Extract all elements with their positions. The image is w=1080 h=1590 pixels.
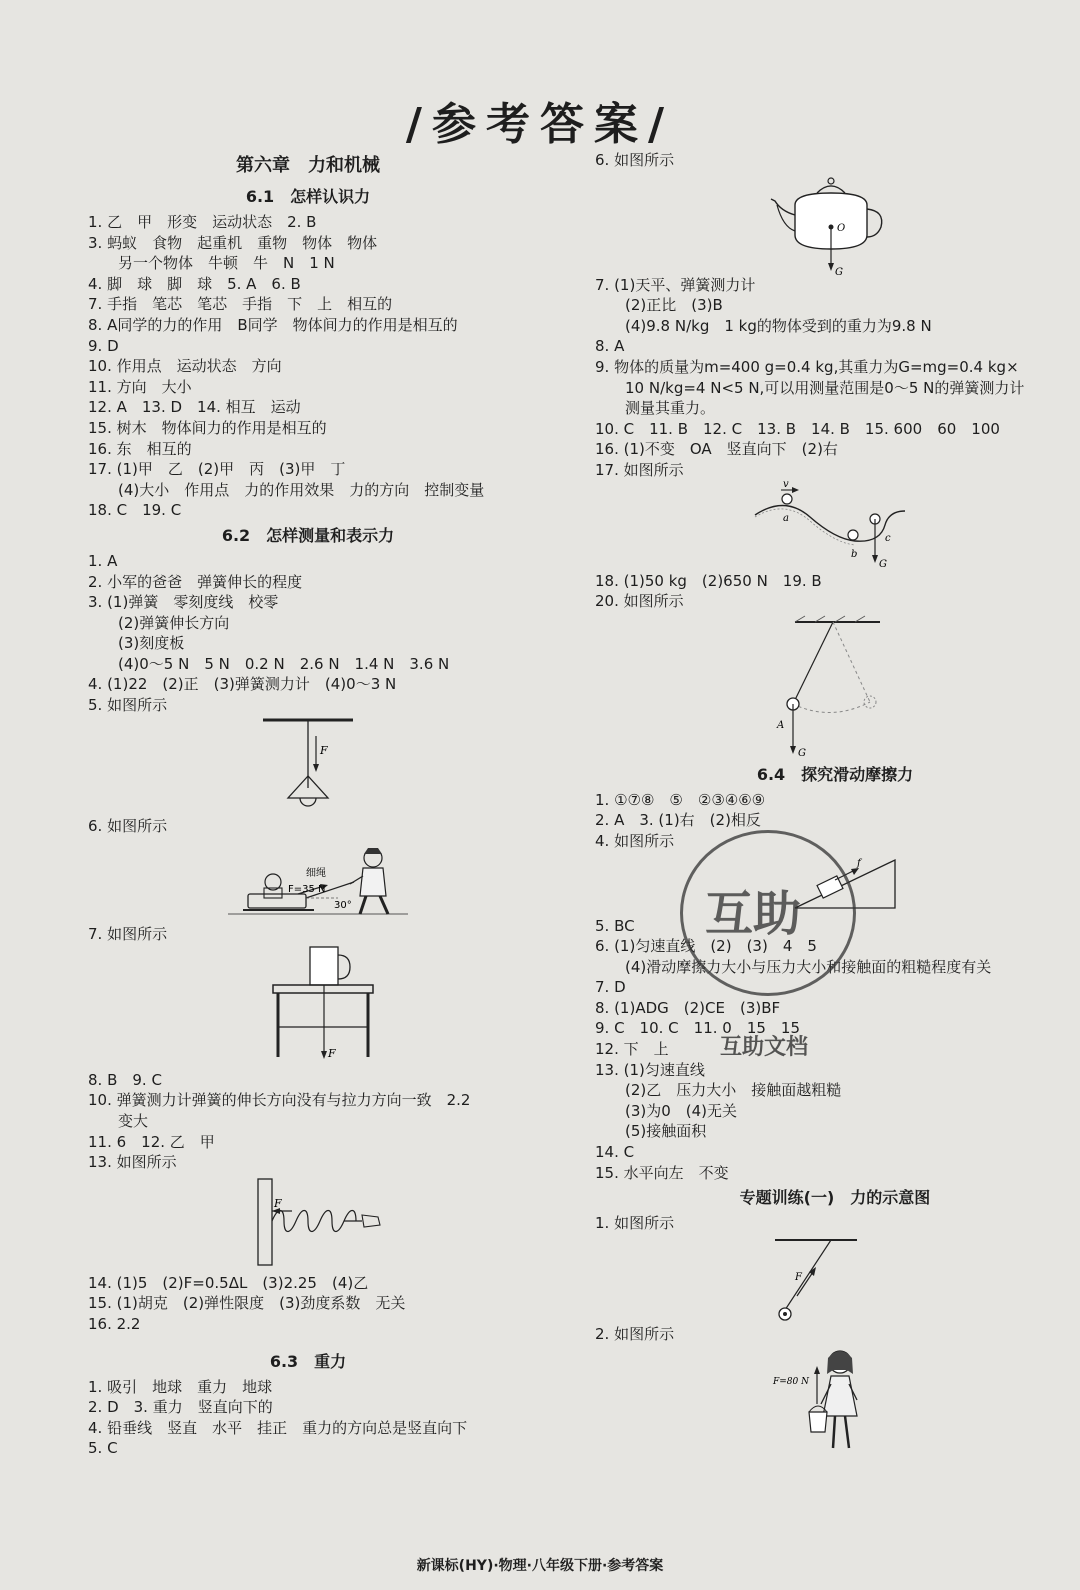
force-label: F bbox=[328, 1046, 336, 1060]
girl-bucket-diagram bbox=[595, 1344, 1075, 1456]
answer-line: 15. (1)胡克 (2)弹性限度 (3)劲度系数 无关 bbox=[88, 1294, 406, 1313]
answer-line: 18. (1)50 kg (2)650 N 19. B bbox=[595, 571, 822, 590]
figure-hanging-lamp bbox=[88, 716, 528, 816]
answer-line: 7. 手指 笔芯 笔芯 手指 下 上 相互的 bbox=[88, 295, 393, 314]
friction-label: f bbox=[857, 857, 861, 869]
answer-line: 1. 乙 甲 形变 运动状态 2. B bbox=[88, 213, 317, 231]
answer-line: 10. C 11. B 12. C 13. B 14. B 15. 600 60 100 bbox=[595, 419, 1000, 438]
answer-line: 9. C 10. C 11. 0 15 15 bbox=[595, 1019, 800, 1038]
force-label: F bbox=[795, 1271, 802, 1283]
answer-line: 7. D bbox=[595, 978, 626, 997]
answer-line: 11. 6 12. 乙 甲 bbox=[88, 1132, 215, 1151]
answer-line: 4. 如图所示 bbox=[595, 831, 675, 850]
figure-teapot bbox=[595, 171, 1075, 275]
answer-line: (4)滑动摩擦力大小与压力大小和接触面的粗糙程度有关 bbox=[625, 957, 992, 976]
page-footer: 新课标(HY)·物理·八年级下册·参考答案 bbox=[416, 1558, 664, 1574]
answer-line: (4)大小 作用点 力的作用效果 力的方向 控制变量 bbox=[118, 480, 485, 499]
answer-line: 6. (1)匀速直线 (2) (3) 4 5 bbox=[595, 937, 817, 956]
answer-line: 4. (1)22 (2)正 (3)弹簧测力计 (4)0～3 N bbox=[88, 675, 397, 694]
answer-line: 1. A bbox=[88, 551, 118, 570]
point-b-label: b bbox=[851, 548, 858, 560]
answer-line: 17. (1)甲 乙 (2)甲 丙 (3)甲 丁 bbox=[88, 460, 346, 479]
gravity-label: G bbox=[835, 266, 843, 275]
teapot-diagram bbox=[595, 171, 1075, 275]
answer-line: 6. 如图所示 bbox=[595, 151, 675, 169]
figure-cup-on-table bbox=[88, 945, 528, 1070]
rope-label: 细绳 bbox=[306, 868, 326, 880]
answer-line: 另一个物体 牛顿 牛 N 1 N bbox=[118, 254, 335, 273]
answer-line: 20. 如图所示 bbox=[595, 592, 684, 611]
gravity-label: G bbox=[798, 747, 806, 759]
section-6-2-answers bbox=[88, 551, 528, 1335]
answer-line: 13. 如图所示 bbox=[88, 1153, 177, 1172]
figure-sled-pull bbox=[88, 836, 528, 924]
answer-line: (2)正比 (3)B bbox=[625, 296, 723, 315]
answer-line: 5. 如图所示 bbox=[88, 696, 168, 715]
answer-line: 8. B 9. C bbox=[88, 1070, 162, 1089]
answer-line: 1. 如图所示 bbox=[595, 1214, 675, 1233]
point-a-label: a bbox=[783, 512, 789, 524]
answer-line: 8. (1)ADG (2)CE (3)BF bbox=[595, 998, 781, 1017]
section-6-3-answers bbox=[88, 1377, 528, 1459]
sled-pull-diagram bbox=[88, 836, 528, 924]
answer-line: 16. 2.2 bbox=[88, 1315, 141, 1333]
watermark-stamp bbox=[680, 830, 856, 996]
answer-line: 7. 如图所示 bbox=[88, 925, 168, 944]
answer-line: 变大 bbox=[118, 1112, 149, 1131]
answer-line: 16. 东 相互的 bbox=[88, 439, 192, 458]
answer-line: 1. ①⑦⑧ ⑤ ②③④⑥⑨ bbox=[595, 790, 766, 809]
section-title-6-1: 6.1 怎样认识力 bbox=[245, 187, 371, 206]
force-label: F=80 N bbox=[773, 1377, 809, 1388]
right-column bbox=[595, 150, 1075, 1456]
figure-ball-on-string bbox=[595, 1234, 1075, 1324]
force-label: F bbox=[320, 743, 328, 757]
hanging-lamp-diagram bbox=[88, 716, 528, 816]
velocity-label: v bbox=[783, 480, 789, 490]
answer-line: 10 N/kg=4 N<5 N,可以用测量范围是0～5 N的弹簧测力计 bbox=[625, 378, 1025, 397]
section-title-6-3: 6.3 重力 bbox=[269, 1351, 347, 1371]
answer-line: 3. 蚂蚁 食物 起重机 重物 物体 物体 bbox=[88, 233, 378, 252]
answer-line: (4)9.8 N/kg 1 kg的物体受到的重力为9.8 N bbox=[625, 316, 932, 335]
answer-line: 2. A 3. (1)右 (2)相反 bbox=[595, 811, 761, 830]
answer-line: (3)刻度板 bbox=[118, 634, 185, 653]
answer-line: 5. BC bbox=[595, 916, 635, 935]
section-title-6-2: 6.2 怎样测量和表示力 bbox=[221, 525, 395, 545]
force-label: F bbox=[274, 1196, 282, 1210]
answer-line: 8. A bbox=[595, 337, 625, 356]
answer-line: 12. A 13. D 14. 相互 运动 bbox=[88, 398, 301, 417]
answer-line: 6. 如图所示 bbox=[88, 816, 168, 835]
answer-line: 5. C bbox=[88, 1439, 118, 1458]
answer-line: 17. 如图所示 bbox=[595, 460, 684, 479]
answer-line: 10. 弹簧测力计弹簧的伸长方向没有与拉力方向一致 2.2 bbox=[88, 1091, 471, 1110]
answer-line: 9. 物体的质量为m=400 g=0.4 kg,其重力为G=mg=0.4 kg× bbox=[595, 357, 1019, 376]
answer-line: 4. 脚 球 脚 球 5. A 6. B bbox=[88, 274, 301, 293]
angle-label: 30° bbox=[334, 900, 352, 912]
answer-line: 11. 方向 大小 bbox=[88, 377, 192, 396]
answer-line: (3)为0 (4)无关 bbox=[625, 1101, 738, 1120]
answer-line: 18. C 19. C bbox=[88, 501, 182, 520]
answer-line: 15. 树木 物体间力的作用是相互的 bbox=[88, 418, 327, 437]
answer-line: (2)乙 压力大小 接触面越粗糙 bbox=[625, 1081, 842, 1100]
figure-ball-track bbox=[595, 481, 1075, 571]
ball-track-diagram bbox=[595, 481, 1075, 571]
answer-line: 13. (1)匀速直线 bbox=[595, 1060, 705, 1079]
force-label: F=35 N bbox=[288, 884, 326, 896]
chapter-title: 第六章 力和机械 bbox=[236, 155, 380, 176]
watermark-text: 互助 bbox=[705, 886, 802, 942]
watermark-caption: 互助文档 bbox=[720, 1035, 809, 1060]
answer-line: 3. (1)弹簧 零刻度线 校零 bbox=[88, 593, 279, 612]
answer-line: (2)弹簧伸长方向 bbox=[118, 613, 230, 632]
answer-line: 12. 下 上 bbox=[595, 1040, 669, 1059]
answer-line: 14. C bbox=[595, 1143, 635, 1162]
pendulum-diagram bbox=[595, 612, 1075, 760]
answer-line: 14. (1)5 (2)F=0.5ΔL (3)2.25 (4)乙 bbox=[88, 1273, 369, 1292]
answer-line: 10. 作用点 运动状态 方向 bbox=[88, 357, 282, 376]
section-title-6-4: 6.4 探究滑动摩擦力 bbox=[756, 764, 914, 784]
gravity-label: G bbox=[879, 558, 887, 570]
figure-girl-bucket bbox=[595, 1344, 1075, 1456]
answer-line: 7. (1)天平、弹簧测力计 bbox=[595, 275, 756, 294]
figure-pendulum bbox=[595, 612, 1075, 760]
point-a-label: A bbox=[777, 719, 785, 731]
center-label: O bbox=[837, 222, 846, 234]
answer-line: 9. D bbox=[88, 336, 119, 355]
answer-line: 8. A同学的力的作用 B同学 物体间力的作用是相互的 bbox=[88, 315, 458, 334]
cup-table-diagram bbox=[88, 945, 528, 1070]
page-title: /参考答案/ bbox=[405, 99, 675, 150]
point-c-label: c bbox=[885, 532, 891, 544]
section-6-1-answers bbox=[88, 212, 528, 521]
answer-line: 4. 铅垂线 竖直 水平 挂正 重力的方向总是竖直向下 bbox=[88, 1418, 468, 1437]
answer-line: 测量其重力。 bbox=[625, 399, 716, 418]
left-column bbox=[88, 150, 528, 1459]
answer-line: 15. 水平向左 不变 bbox=[595, 1163, 729, 1182]
answer-line: 1. 吸引 地球 重力 地球 bbox=[88, 1377, 273, 1396]
answer-line: (5)接触面积 bbox=[625, 1122, 707, 1141]
answer-line: 16. (1)不变 OA 竖直向下 (2)右 bbox=[595, 440, 838, 459]
answer-line: 2. 如图所示 bbox=[595, 1324, 675, 1343]
ball-string-diagram bbox=[595, 1234, 1075, 1324]
spring-wall-diagram bbox=[88, 1173, 528, 1273]
answer-line: (4)0～5 N 5 N 0.2 N 2.6 N 1.4 N 3.6 N bbox=[118, 654, 450, 673]
special-training-title: 专题训练(一) 力的示意图 bbox=[739, 1188, 931, 1208]
answer-line: 2. D 3. 重力 竖直向下的 bbox=[88, 1398, 273, 1417]
figure-spring-wall bbox=[88, 1173, 528, 1273]
section-6-4-answers bbox=[595, 790, 1075, 1184]
answer-line: 2. 小军的爸爸 弹簧伸长的程度 bbox=[88, 572, 303, 591]
